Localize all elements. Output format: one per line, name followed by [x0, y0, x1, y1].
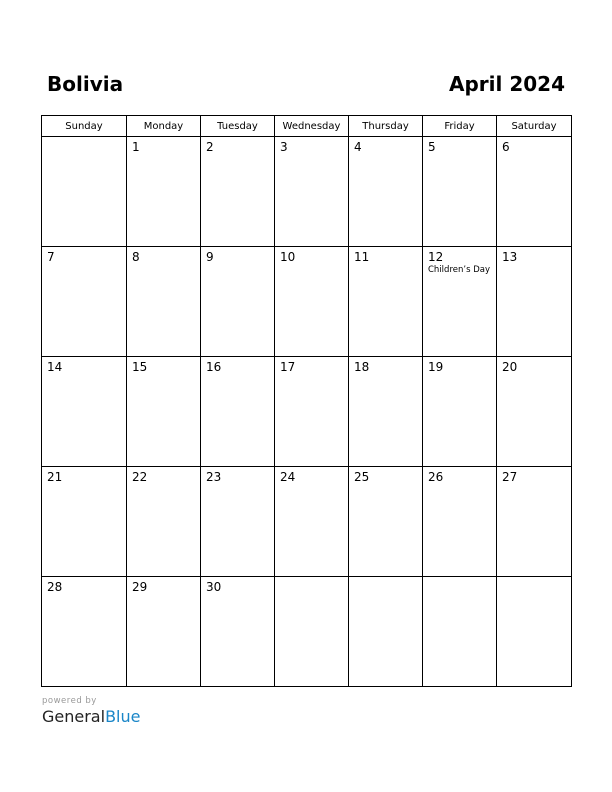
day-cell	[349, 247, 423, 357]
day-cell	[275, 467, 349, 577]
day-number	[349, 577, 422, 580]
day-number: 26	[428, 470, 444, 484]
weekday-header: Friday	[423, 116, 497, 137]
day-cell	[127, 247, 201, 357]
day-cell	[201, 357, 275, 467]
day-cell	[423, 577, 497, 687]
generalblue-logo[interactable]	[42, 707, 140, 727]
day-cell	[275, 577, 349, 687]
day-number: 17	[280, 360, 296, 374]
day-number: 16	[206, 360, 222, 374]
day-cell	[423, 357, 497, 467]
day-number	[423, 577, 496, 580]
day-cell	[127, 577, 201, 687]
weekday-header: Saturday	[497, 116, 572, 137]
holiday-label: Children’s Day	[428, 265, 490, 275]
day-number: 3	[280, 140, 288, 154]
weekday-header-row	[42, 116, 572, 137]
day-cell	[275, 137, 349, 247]
month-year-title: April 2024	[449, 72, 565, 96]
weekday-header: Tuesday	[201, 116, 275, 137]
day-cell	[201, 577, 275, 687]
weekday-header: Monday	[127, 116, 201, 137]
day-cell	[42, 577, 127, 687]
day-number: 22	[132, 470, 148, 484]
week-row	[42, 357, 572, 467]
day-number: 29	[132, 580, 148, 594]
day-number: 30	[206, 580, 222, 594]
country-title: Bolivia	[47, 72, 124, 96]
day-cell	[42, 247, 127, 357]
day-cell	[497, 577, 572, 687]
day-cell	[423, 137, 497, 247]
day-cell	[201, 137, 275, 247]
day-cell	[423, 247, 497, 357]
day-cell	[127, 467, 201, 577]
day-number: 25	[354, 470, 370, 484]
day-cell	[127, 357, 201, 467]
day-number: 4	[354, 140, 362, 154]
day-number: 2	[206, 140, 214, 154]
day-number: 19	[428, 360, 444, 374]
day-cell	[275, 247, 349, 357]
day-number: 8	[132, 250, 140, 264]
footer-branding[interactable]	[42, 696, 140, 727]
logo-text-general: General	[42, 707, 106, 726]
calendar-grid	[41, 115, 572, 687]
week-row	[42, 137, 572, 247]
day-number: 20	[502, 360, 518, 374]
day-number: 1	[132, 140, 140, 154]
day-number: 18	[354, 360, 370, 374]
logo-text-blue: Blue	[105, 707, 141, 726]
day-cell	[42, 467, 127, 577]
day-cell	[497, 357, 572, 467]
day-cell	[42, 137, 127, 247]
day-number: 24	[280, 470, 296, 484]
week-row	[42, 577, 572, 687]
day-cell	[349, 467, 423, 577]
day-cell	[349, 137, 423, 247]
day-number: 11	[354, 250, 370, 264]
day-cell	[497, 467, 572, 577]
day-cell	[201, 467, 275, 577]
day-number	[275, 577, 348, 580]
day-number: 14	[47, 360, 63, 374]
day-number: 7	[47, 250, 55, 264]
day-cell	[201, 247, 275, 357]
day-number: 6	[502, 140, 510, 154]
weekday-header: Wednesday	[275, 116, 349, 137]
day-number: 13	[502, 250, 518, 264]
day-cell	[497, 137, 572, 247]
day-cell	[42, 357, 127, 467]
powered-by-text: powered by	[42, 696, 97, 706]
day-number	[42, 137, 126, 140]
day-cell	[275, 357, 349, 467]
day-number: 28	[47, 580, 63, 594]
weekday-header: Thursday	[349, 116, 423, 137]
day-number: 12	[428, 250, 444, 264]
week-row	[42, 247, 572, 357]
day-number: 15	[132, 360, 148, 374]
day-cell	[349, 577, 423, 687]
day-number: 10	[280, 250, 296, 264]
day-cell	[423, 467, 497, 577]
day-number: 5	[428, 140, 436, 154]
week-row	[42, 467, 572, 577]
weekday-header: Sunday	[42, 116, 127, 137]
day-cell	[349, 357, 423, 467]
day-number: 9	[206, 250, 214, 264]
day-number	[497, 577, 571, 580]
day-number: 23	[206, 470, 222, 484]
day-number: 21	[47, 470, 63, 484]
day-cell	[497, 247, 572, 357]
day-number: 27	[502, 470, 518, 484]
day-cell	[127, 137, 201, 247]
